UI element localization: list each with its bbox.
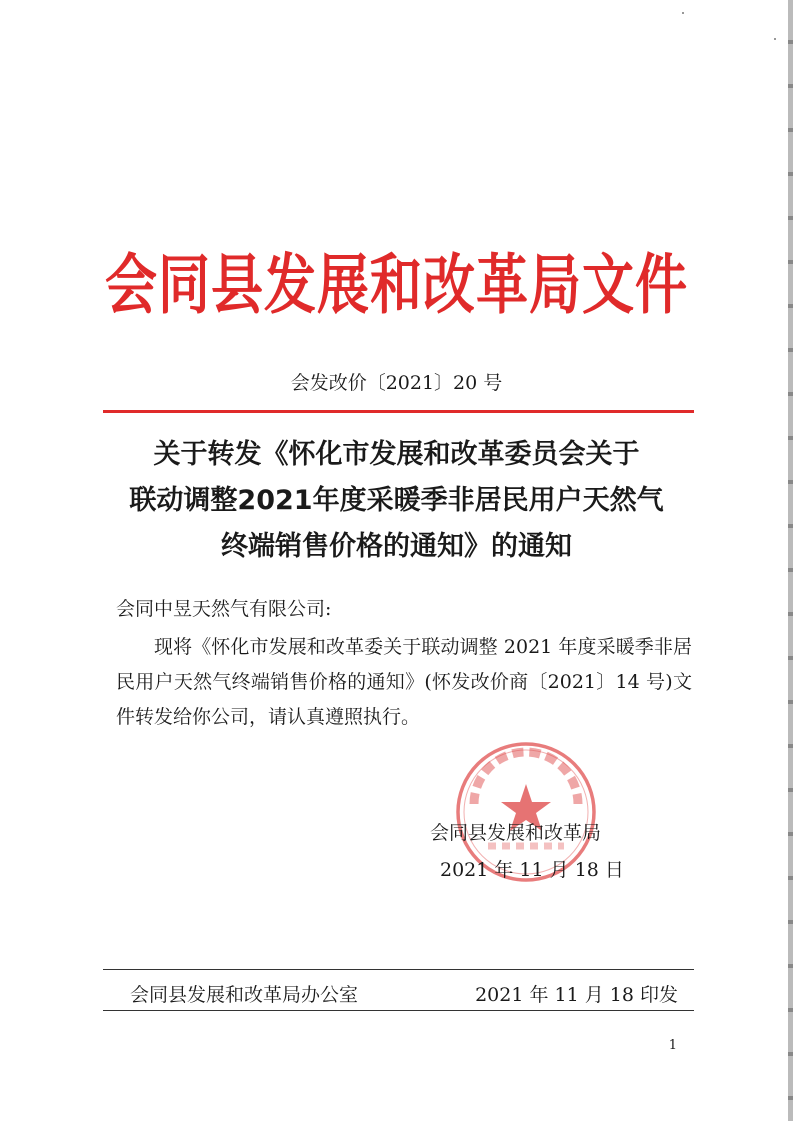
- title-line: 联动调整2021年度采暖季非居民用户天然气: [129, 485, 664, 516]
- footer-issuer: 会同县发展和改革局办公室: [130, 984, 359, 1006]
- signature-organization: 会同县发展和改革局: [430, 822, 602, 844]
- title-line: 终端销售价格的通知》的通知: [221, 531, 572, 562]
- title-line: 关于转发《怀化市发展和改革委员会关于: [153, 439, 640, 470]
- recipient: 会同中昱天然气有限公司:: [116, 598, 332, 620]
- signature-date: 2021 年 11 月 18 日: [440, 859, 624, 881]
- header-title: 会同县发展和改革局文件: [104, 247, 688, 324]
- document-title: [80, 432, 713, 570]
- document-number: 会发改价〔2021〕20 号: [290, 372, 503, 394]
- body-text: [116, 630, 692, 735]
- scan-edge: [788, 0, 793, 1121]
- scan-speck: [682, 12, 684, 14]
- page-number: 1: [668, 1038, 677, 1053]
- footer-top-rule: [103, 969, 694, 970]
- footer-print-date: 2021 年 11 月 18 印发: [475, 984, 678, 1006]
- scan-speck: [774, 38, 776, 40]
- red-divider: [103, 410, 694, 413]
- body-paragraph: 现将《怀化市发展和改革委关于联动调整 2021 年度采暖季非居民用户天然气终端销售价格的通知》(怀发改价商〔2021〕14 号)文件转发给你公司，请认真遵照执行。: [116, 636, 692, 728]
- footer-bottom-rule: [103, 1010, 694, 1011]
